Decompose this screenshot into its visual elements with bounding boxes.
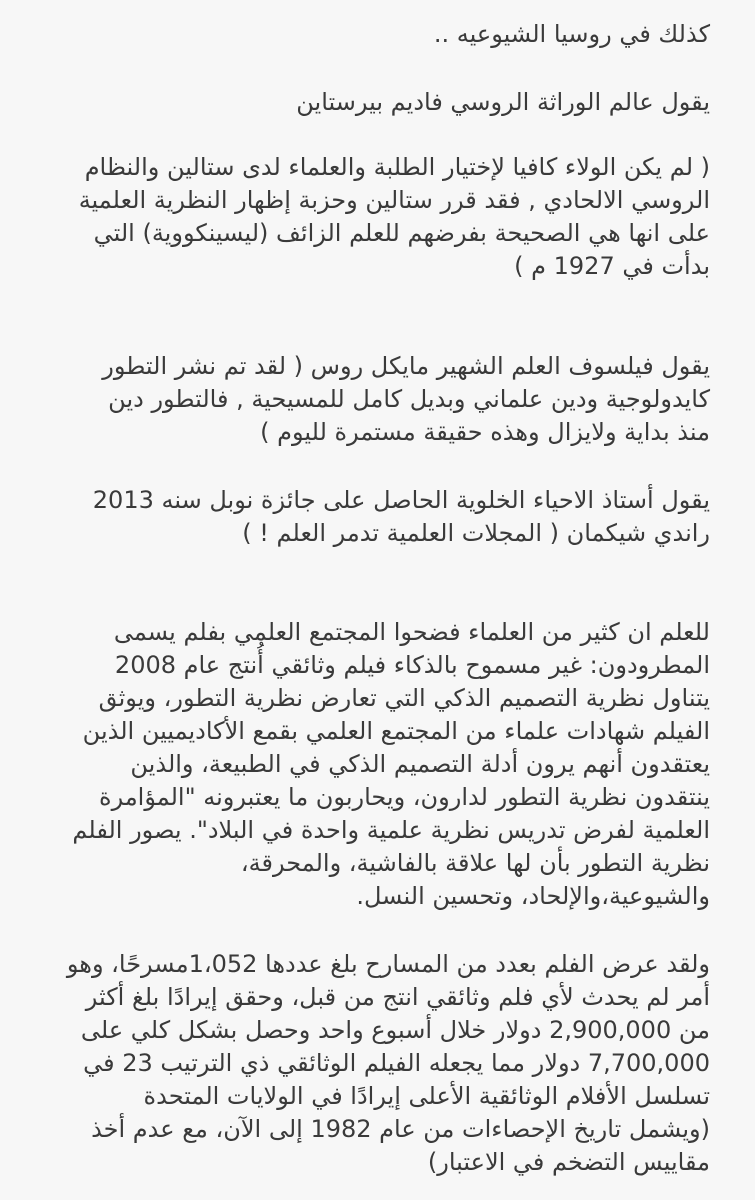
paragraph-randy-schekman-quote — [40, 484, 710, 550]
text-line: والشيوعية،والإلحاد، وتحسين النسل. — [356, 882, 710, 910]
text-line: يقول أستاذ الاحياء الخلوية الحاصل على جائزة نوبل سنه 2013 — [92, 486, 710, 514]
text-line: يقول عالم الوراثة الروسي فاديم بيرستاين — [296, 88, 710, 116]
text-line: (ويشمل تاريخ الإحصاءات من عام 1982 إلى الآن، مع عدم أخذ — [91, 1115, 710, 1143]
text-line: على انها هي الصحيحة بفرضهم للعلم الزائف (ليسينكووية) التي — [93, 219, 710, 247]
paragraph-film-box-office — [40, 948, 710, 1179]
paragraph-michael-ruse-quote — [40, 350, 710, 449]
text-line: أمر لم يحدث لأي فلم وثائقي انتج من قبل، وحقق إيرادًا بلغ أكثر — [85, 983, 710, 1011]
text-line: الفيلم شهادات علماء من المجتمع العلمي بقمع الأكاديميين الذين — [82, 717, 710, 745]
paragraph-stalin-quote — [40, 151, 710, 283]
text-line: منذ بداية ولايزال وهذه حقيقة مستمرة لليوم ) — [260, 418, 710, 446]
text-line: 7,700,000 دولار مما يجعله الفيلم الوثائقي ذي الترتيب 23 في — [83, 1049, 710, 1077]
text-line: ينتقدون نظرية التطور لدارون، ويحاربون ما يعتبرونه "المؤامرة — [99, 783, 710, 811]
text-line: تسلسل الأفلام الوثائقية الأعلى إيرادًا في الولايات المتحدة — [143, 1082, 710, 1110]
text-line: المطرودون: غير مسموح بالذكاء فيلم وثائقي أُنتج عام 2008 — [114, 651, 710, 679]
text-line: بدأت في 1927 م ) — [514, 252, 710, 280]
text-line: نظرية التطور بأن لها علاقة بالفاشية، والمحرقة، — [240, 849, 710, 877]
text-line: يقول فيلسوف العلم الشهير مايكل روس ( لقد تم نشر التطور — [102, 352, 710, 380]
text-line: كذلك في روسيا الشيوعيه .. — [433, 20, 710, 48]
text-line: العلمية لفرض تدريس نظرية علمية واحدة في البلاد". يصور الفلم — [72, 816, 710, 844]
paragraph-expelled-film — [40, 616, 710, 913]
text-line: للعلم ان كثير من العلماء فضحوا المجتمع العلمي بفلم يسمى — [113, 618, 710, 646]
text-line: الروسي الالحادي , فقد قرر ستالين وحزبة إظهار النظرية العلمية — [78, 186, 710, 214]
text-line: يتناول نظرية التصميم الذكي التي تعارض نظرية التطور، ويوثق — [98, 684, 710, 712]
text-line: ( لم يكن الولاء كافيا لإختيار الطلبة والعلماء لدى ستالين والنظام — [84, 153, 710, 181]
paragraph-communist-russia — [40, 18, 710, 51]
text-line: يعتقدون أنهم يرون أدلة التصميم الذكي في الطبيعة، والذين — [130, 750, 710, 778]
paragraph-geneticist-quote-intro — [40, 86, 710, 119]
text-line: كايدولوجية ودين علماني وبديل كامل للمسيحية , فالتطور دين — [108, 385, 710, 413]
text-line: مقاييس التضخم في الاعتبار) — [427, 1148, 710, 1176]
text-line: من 2,900,000 دولار خلال أسبوع واحد وحصل بشكل كلي على — [80, 1016, 710, 1044]
text-line: ولقد عرض الفلم بعدد من المسارح بلغ عددها 1،052مسرحًا، وهو — [66, 950, 710, 978]
text-line: راندي شيكمان ( المجلات العلمية تدمر العلم ! ) — [242, 519, 710, 547]
